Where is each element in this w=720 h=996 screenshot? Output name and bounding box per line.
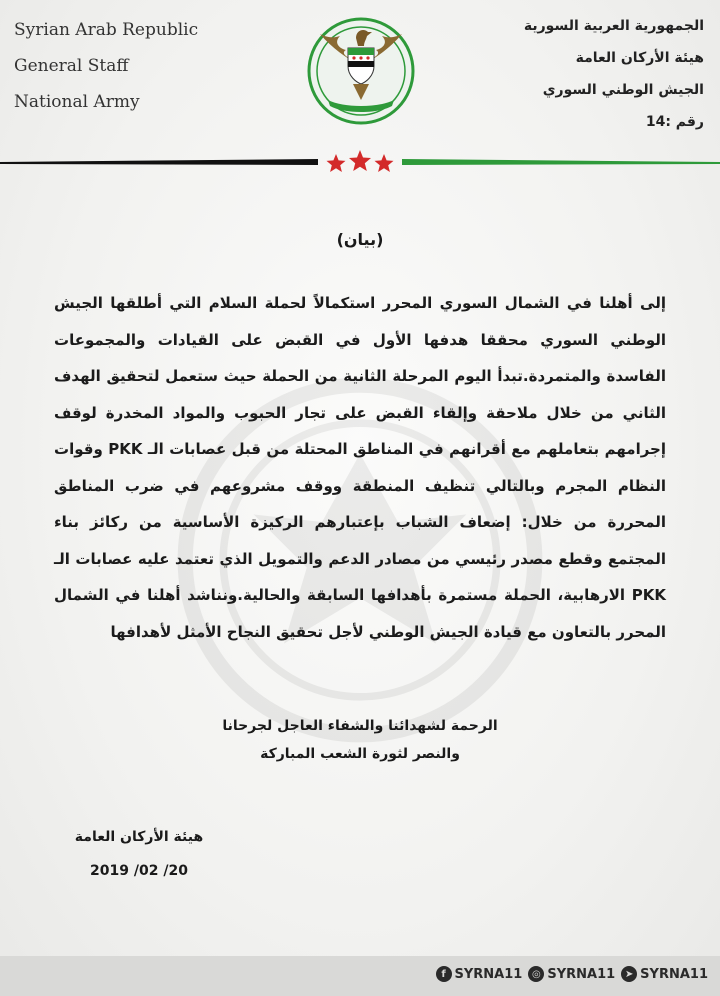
social-link-facebook[interactable]	[436, 966, 523, 982]
staff-name-ar: هيئة الأركان العامة	[575, 50, 704, 66]
flag-divider	[0, 148, 720, 178]
country-name-en: Syrian Arab Republic	[14, 20, 199, 40]
signoff-authority: هيئة الأركان العامة	[74, 829, 204, 845]
telegram-icon: ➤	[621, 966, 637, 982]
red-star-icon	[349, 150, 371, 171]
divider-black-bar	[0, 159, 318, 165]
statement-title: (بيان)	[336, 230, 384, 249]
red-star-icon	[327, 154, 346, 172]
signoff-block	[74, 820, 204, 888]
document-number: رقم :14	[645, 114, 704, 130]
closing-line-1: الرحمة لشهدائنا والشفاء العاجل لجرحانا	[222, 718, 498, 734]
social-links	[436, 966, 708, 982]
social-handle: SYRNA11	[454, 966, 523, 982]
army-name-en: National Army	[14, 92, 140, 112]
social-handle: SYRNA11	[547, 966, 616, 982]
eagle-emblem-icon	[298, 8, 424, 134]
closing-line-2: والنصر لثورة الشعب المباركة	[260, 746, 460, 762]
facebook-icon: f	[436, 966, 452, 982]
header-english	[14, 12, 198, 120]
social-handle: SYRNA11	[640, 966, 708, 982]
army-name-ar: الجيش الوطني السوري	[542, 82, 704, 98]
statement-body	[54, 285, 666, 650]
social-link-instagram[interactable]	[528, 966, 615, 982]
footer-bar	[0, 956, 720, 996]
header-arabic	[524, 10, 704, 138]
instagram-icon: ◎	[528, 966, 544, 982]
closing-prayer	[0, 712, 720, 768]
red-star-icon	[375, 154, 394, 172]
divider-green-bar	[402, 159, 720, 165]
staff-name-en: General Staff	[14, 56, 129, 76]
signoff-date: 2019 /02 /20	[90, 863, 188, 879]
social-link-telegram[interactable]	[621, 966, 708, 982]
statement-paragraph: إلى أهلنا في الشمال السوري المحرر استكمالاً لحملة السلام التي أطلقها الجيش الوطني السوري محققا هدفها الأول في القبض على القيادات والمجموعات الفاسدة والمتمردة.تبدأ اليوم المرحلة الثانية من الحملة حيث ستعمل لتحقيق الهدف الثاني من خلال ملاحقة وإلقاء القبض على تجار الحبوب والمواد المخدرة لوقف إجرامهم بتعاملهم مع أقرانهم في المناطق المحتلة من قبل عصابات الـ PKK وقوات النظام المجرم وبالتالي تنظيف المنطقة ووقف مشروعهم في ضرب المناطق المحررة من خلال: إضعاف الشباب بإعتبارهم الركيزة الأساسية من ركائز بناء المجتمع وقطع مصدر رئيسي من مصادر الدعم والتمويل الذي تعتمد عليه عصابات الـ PKK الارهابية، الحملة مستمرة بأهدافها السابقة والحالية.ونناشد أهلنا في الشمال المحرر بالتعاون مع قيادة الجيش الوطني لأجل تحقيق النجاح الأمثل لأهدافها	[54, 294, 666, 641]
country-name-ar: الجمهورية العربية السورية	[523, 18, 704, 34]
